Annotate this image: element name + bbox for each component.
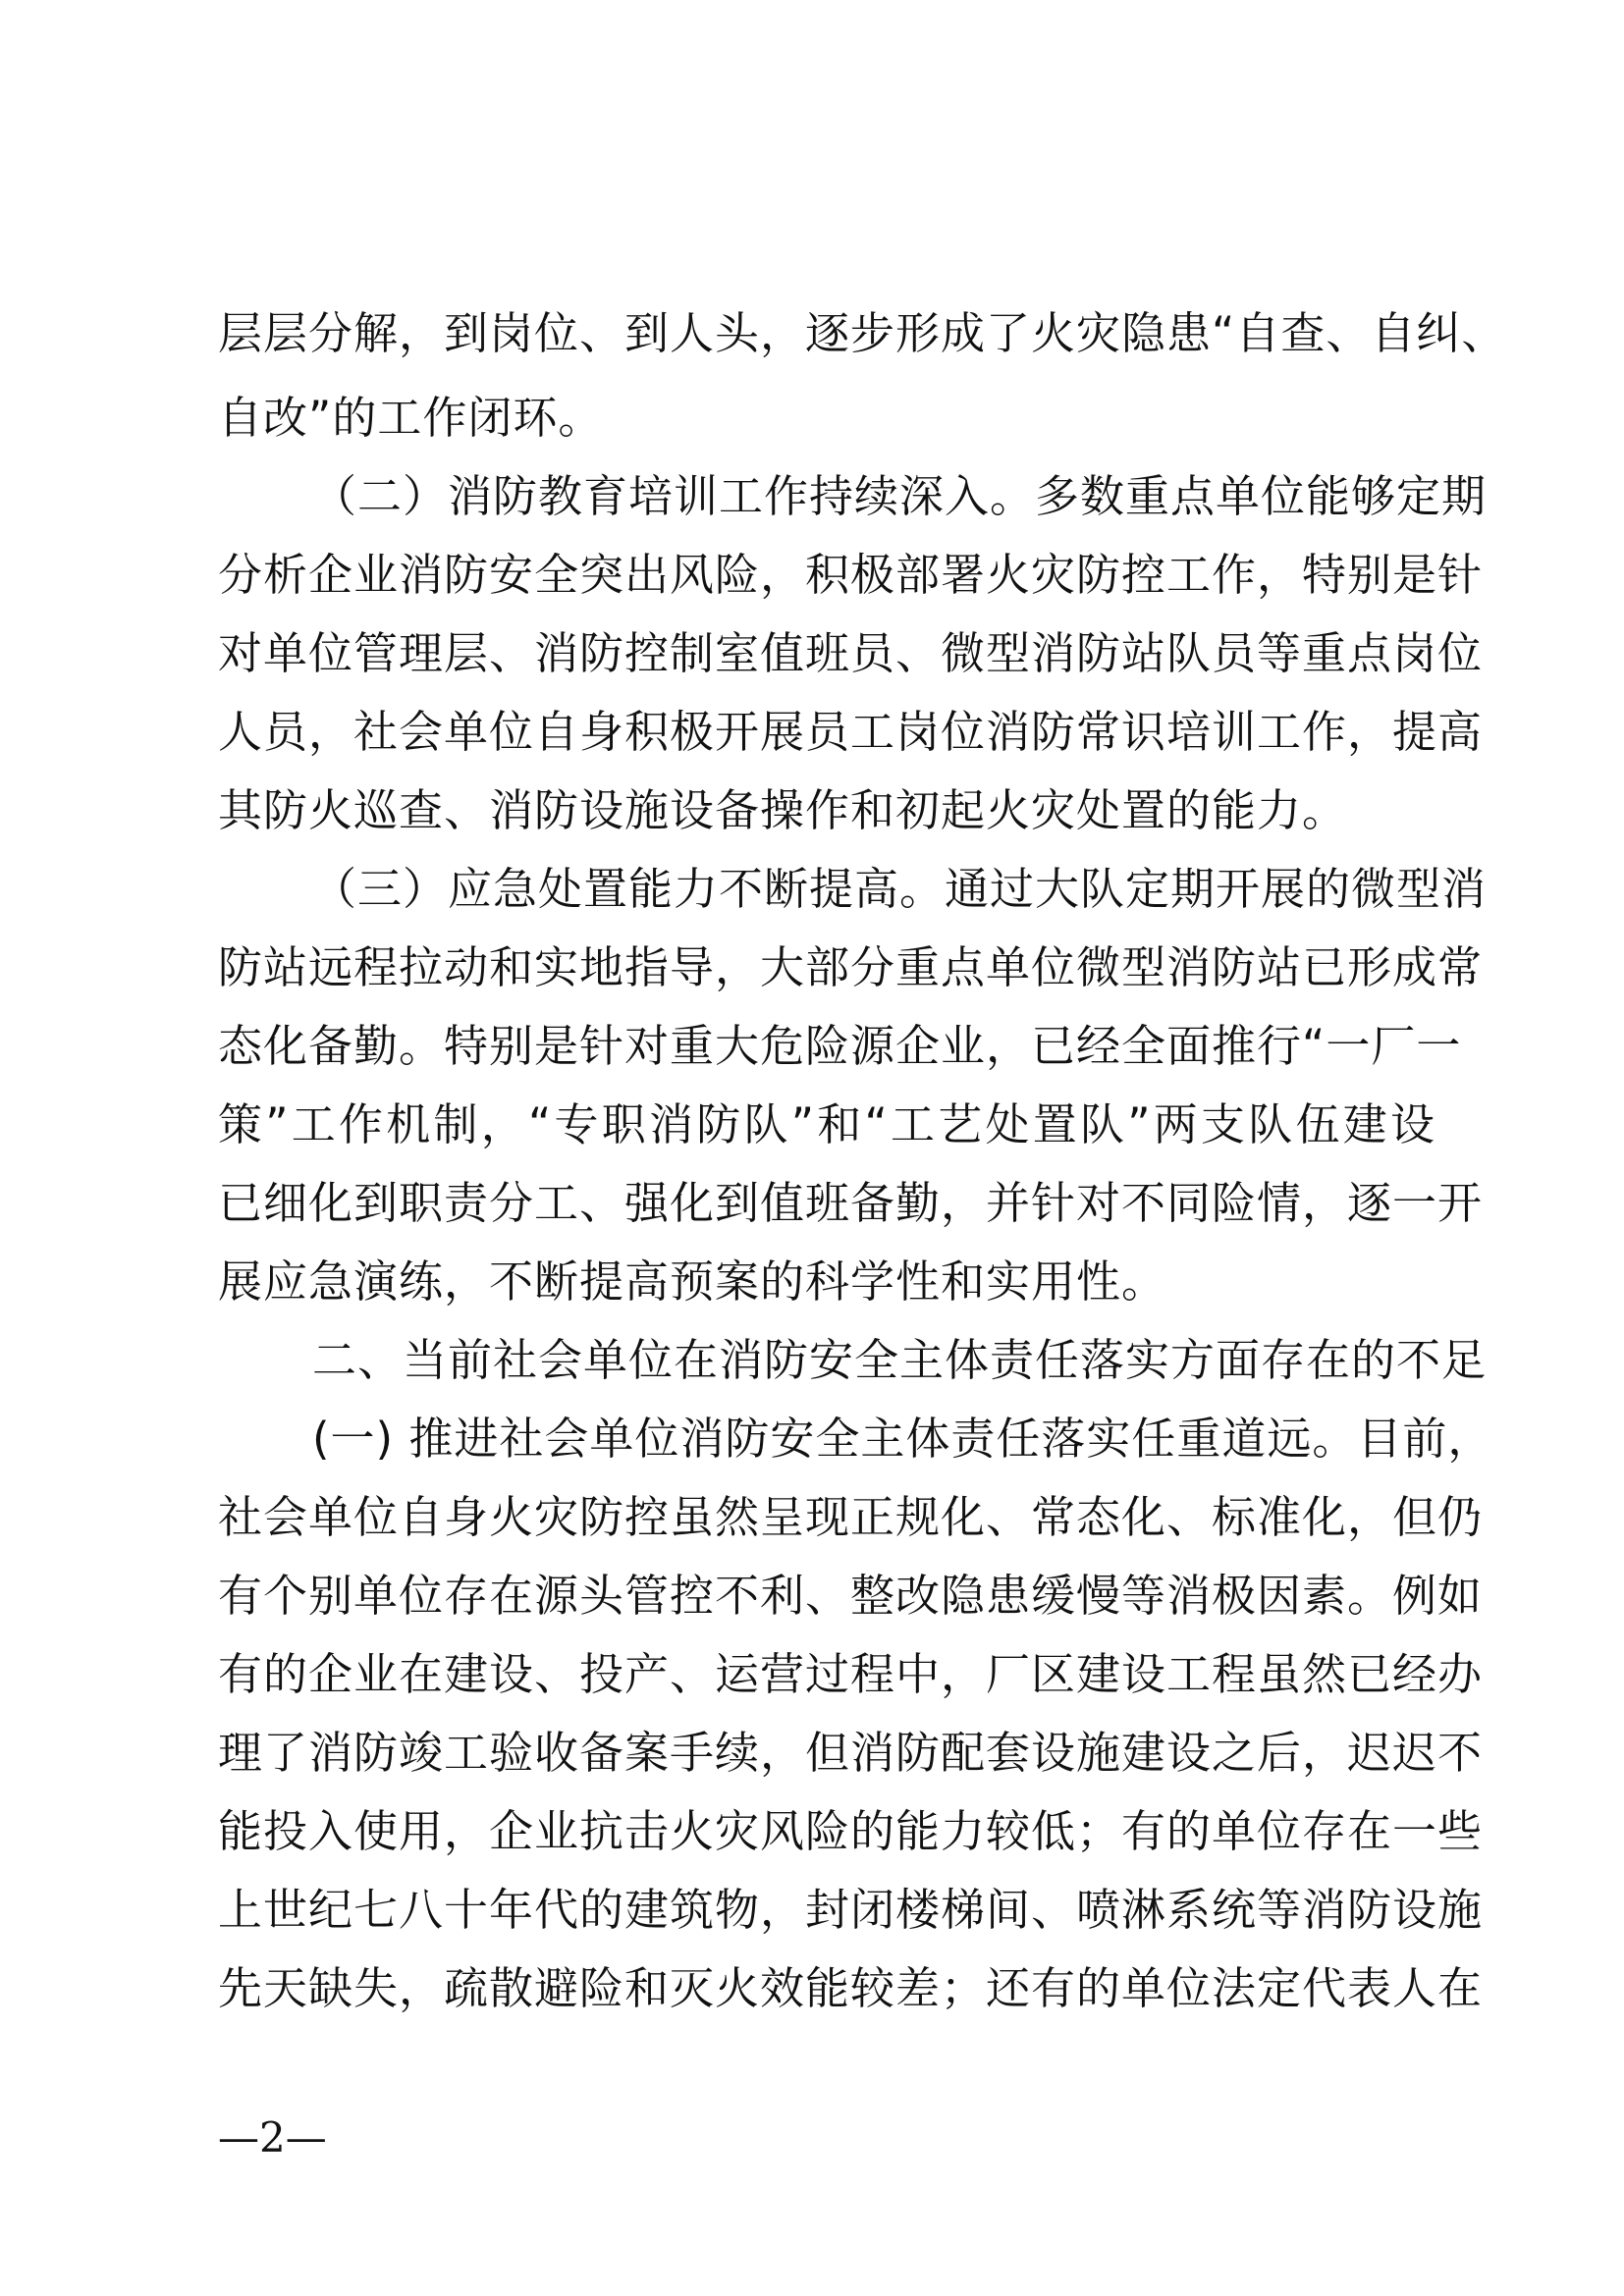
text-line-5: 对单位管理层、消防控制室值班员、微型消防站队员等重点岗位 (218, 627, 1484, 679)
text-line-18: 有的企业在建设、投产、运营过程中，厂区建设工程虽然已经办 (218, 1648, 1484, 1700)
text-line-6: 人员，社会单位自身积极开展员工岗位消防常识培训工作，提高 (218, 706, 1484, 758)
text-line-3: （二）消防教育培训工作持续深入。多数重点单位能够定期 (312, 470, 1488, 522)
text-line-7: 其防火巡查、消防设施设备操作和初起火灾处置的能力。 (218, 784, 1348, 836)
text-line-2: 自改”的工作闭环。 (218, 392, 604, 444)
text-line-10: 态化备勤。特别是针对重大危险源企业，已经全面推行“一厂一 (218, 1020, 1462, 1072)
text-line-17: 有个别单位存在源头管控不利、整改隐患缓慢等消极因素。例如 (218, 1570, 1484, 1622)
page-number: —2— (218, 2113, 327, 2162)
text-line-13: 展应急演练，不断提高预案的科学性和实用性。 (218, 1255, 1167, 1308)
text-line-21: 上世纪七八十年代的建筑物，封闭楼梯间、喷淋系统等消防设施 (218, 1884, 1484, 1936)
text-line-1: 层层分解，到岗位、到人头，逐步形成了火灾隐患“自查、自纠、 (218, 307, 1507, 359)
text-line-9: 防站远程拉动和实地指导，大部分重点单位微型消防站已形成常 (218, 941, 1484, 993)
text-line-12: 已细化到职责分工、强化到值班备勤，并针对不同险情，逐一开 (218, 1177, 1484, 1229)
text-line-4: 分析企业消防安全突出风险，积极部署火灾防控工作，特别是针 (218, 549, 1484, 601)
text-line-8: （三）应急处置能力不断提高。通过大队定期开展的微型消 (312, 863, 1488, 915)
text-line-22: 先天缺失，疏散避险和灭火效能较差；还有的单位法定代表人在 (218, 1962, 1484, 2014)
section-heading: 二、当前社会单位在消防安全主体责任落实方面存在的不足 (312, 1334, 1488, 1386)
text-line-19: 理了消防竣工验收备案手续，但消防配套设施建设之后，迟迟不 (218, 1727, 1484, 1779)
text-line-15: (一) 推进社会单位消防安全主体责任落实任重道远。目前， (312, 1413, 1493, 1465)
text-line-20: 能投入使用，企业抗击火灾风险的能力较低；有的单位存在一些 (218, 1805, 1484, 1857)
text-line-11: 策”工作机制，“专职消防队”和“工艺处置队”两支队伍建设 (218, 1098, 1435, 1150)
text-line-16: 社会单位自身火灾防控虽然呈现正规化、常态化、标准化，但仍 (218, 1491, 1484, 1543)
